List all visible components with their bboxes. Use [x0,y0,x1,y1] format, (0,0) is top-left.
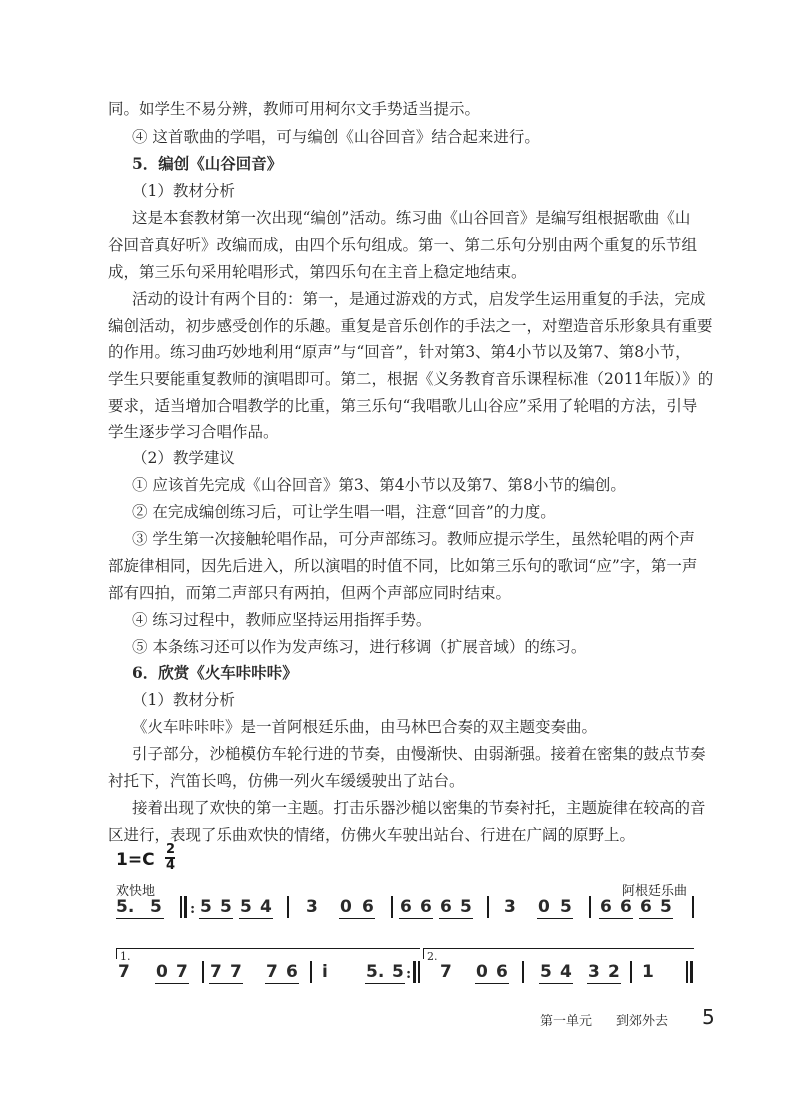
beam [209,983,243,984]
note: 7 [230,962,242,982]
note: 5. [366,962,385,982]
paragraph-line: 编创活动，初步感受创作的乐趣。重复是音乐创作的手法之一，对塑造音乐形象具有重要 [108,317,713,335]
paragraph-line: 的作用。练习曲巧妙地利用“原声”与“回音”，针对第3、第4小节以及第7、第8小节， [108,343,691,361]
note: 7 [210,962,222,982]
repeat-barline [418,961,420,983]
note: 4 [260,897,272,917]
note: 7 [118,962,130,982]
paragraph-line: 要求，适当增加合唱教学的比重，第三乐句“我唱歌儿山谷应”采用了轮唱的方法，引导 [108,397,698,415]
composer-origin: 阿根廷乐曲 [622,884,688,899]
barline [487,896,489,918]
note: 5 [460,897,472,917]
beam [599,918,633,919]
beam [539,983,573,984]
beam [639,918,673,919]
beam [537,918,573,919]
note: 0 [538,897,550,917]
list-item: ① 应该首先完成《山谷回音》第3、第4小节以及第7、第8小节的编创。 [132,476,626,494]
note: 2 [608,962,620,982]
note: 3 [588,962,600,982]
barline [522,961,524,983]
repeat-dots: : [406,966,412,982]
note: 7 [266,962,278,982]
note: i [322,962,328,982]
volta-label-2: 2. [427,950,438,963]
paragraph-line: 学生逐步学习合唱作品。 [108,423,279,441]
paragraph-line: 接着出现了欢快的第一主题。打击乐器沙槌以密集的节奏衬托，主题旋律在较高的音 [132,799,706,817]
note: 5 [240,897,252,917]
note: 6 [620,897,632,917]
list-item: ③ 学生第一次接触轮唱作品，可分声部练习。教师应提示学生，虽然轮唱的两个声 [132,530,695,548]
volta-bracket-1 [116,948,420,959]
note: 3 [306,897,318,917]
section-heading: 6．欣赏《火车咔咔咔》 [132,663,298,682]
paragraph-line: 这是本套教材第一次出现“编创”活动。练习曲《山谷回音》是编写组根据歌曲《山 [132,209,691,227]
note: 7 [440,962,452,982]
final-barline [686,961,688,983]
paragraph-line: 成，第三乐句采用轮唱形式，第四乐句在主音上稳定地结束。 [108,263,527,281]
note: 0 [340,897,352,917]
paragraph-line: 引子部分，沙槌模仿车轮行进的节奏，由慢渐快、由弱渐强。接着在密集的鼓点节奏 [132,745,706,763]
note: 6 [420,897,432,917]
paragraph-line: 区进行，表现了乐曲欢快的情绪，仿佛火车驶出站台、行进在广阔的原野上。 [108,826,636,844]
paragraph-line: ④ 这首歌曲的学唱，可与编创《山谷回音》结合起来进行。 [132,128,540,146]
note: 4 [560,962,572,982]
beam [399,918,433,919]
paragraph-line: 谷回音真好听》改编而成，由四个乐句组成。第一、第二乐句分别由两个重复的乐节组 [108,236,698,254]
note: 5 [200,897,212,917]
barline [589,896,591,918]
note: 3 [504,897,516,917]
note: 5 [392,962,404,982]
footer-unit: 第一单元 [540,1014,593,1029]
note: 6 [440,897,452,917]
beam [239,918,273,919]
subsection-heading: （2）教学建议 [132,449,235,467]
list-item: ② 在完成编创练习后，可让学生唱一唱，注意“回音”的力度。 [132,503,556,521]
note: 5 [540,962,552,982]
note: 7 [176,962,188,982]
paragraph-line: 同。如学生不易分辨，教师可用柯尔文手势适当提示。 [108,100,481,118]
paragraph-line: 部旋律相同，因先后进入，所以演唱的时值不同，比如第三乐句的歌词“应”字，第一声 [108,557,698,575]
barline [287,896,289,918]
subsection-heading: （1）教材分析 [132,182,235,200]
list-item: ⑤ 本条练习还可以作为发声练习，进行移调（扩展音域）的练习。 [132,638,587,656]
key-signature: 1=C [116,850,155,870]
paragraph-line: 活动的设计有两个目的：第一，是通过游戏的方式，启发学生运用重复的手法，完成 [132,290,706,308]
subsection-heading: （1）教材分析 [132,691,235,709]
paragraph-line: 部有四拍，而第二声部只有两拍，但两个声部应同时结束。 [108,584,512,602]
repeat-barline [180,896,182,918]
repeat-barline-thick [413,961,416,983]
volta-label-1: 1. [120,950,131,963]
beam [155,983,189,984]
beam [265,983,299,984]
tempo-marking: 欢快地 [116,884,156,899]
beam [475,983,509,984]
barline [202,961,204,983]
footer-title: 到郊外去 [616,1014,669,1029]
time-signature-top: 2 [166,842,176,857]
paragraph-line: 衬托下，汽笛长鸣，仿佛一列火车缓缓驶出了站台。 [108,772,465,790]
barline [310,961,312,983]
note: 1 [642,962,654,982]
beam [587,983,621,984]
volta-bracket-2 [423,948,694,959]
paragraph-line: 学生只要能重复教师的演唱即可。第二，根据《义务教育音乐课程标准（2011年版）》的 [108,370,714,388]
note: 5 [660,897,672,917]
beam [339,918,375,919]
note: 5. [116,897,135,917]
barline [692,896,694,918]
section-heading: 5．编创《山谷回音》 [132,154,283,173]
note: 5 [150,897,162,917]
barline [391,896,393,918]
beam [199,918,233,919]
note: 0 [476,962,488,982]
repeat-dots: : [190,901,196,917]
note: 6 [362,897,374,917]
note: 5 [220,897,232,917]
page-number: 5 [702,1005,715,1029]
repeat-barline-thick [184,896,187,918]
note: 6 [640,897,652,917]
final-barline-thick [690,961,693,983]
note: 6 [496,962,508,982]
note: 6 [400,897,412,917]
beam [439,918,473,919]
time-signature-bottom: 4 [166,858,176,873]
beam [116,918,164,919]
barline [630,961,632,983]
note: 5 [560,897,572,917]
list-item: ④ 练习过程中，教师应坚持运用指挥手势。 [132,611,432,629]
note: 0 [156,962,168,982]
beam [365,983,405,984]
note: 6 [286,962,298,982]
paragraph-line: 《火车咔咔咔》是一首阿根廷乐曲，由马林巴合奏的双主题变奏曲。 [132,718,598,736]
note: 6 [600,897,612,917]
